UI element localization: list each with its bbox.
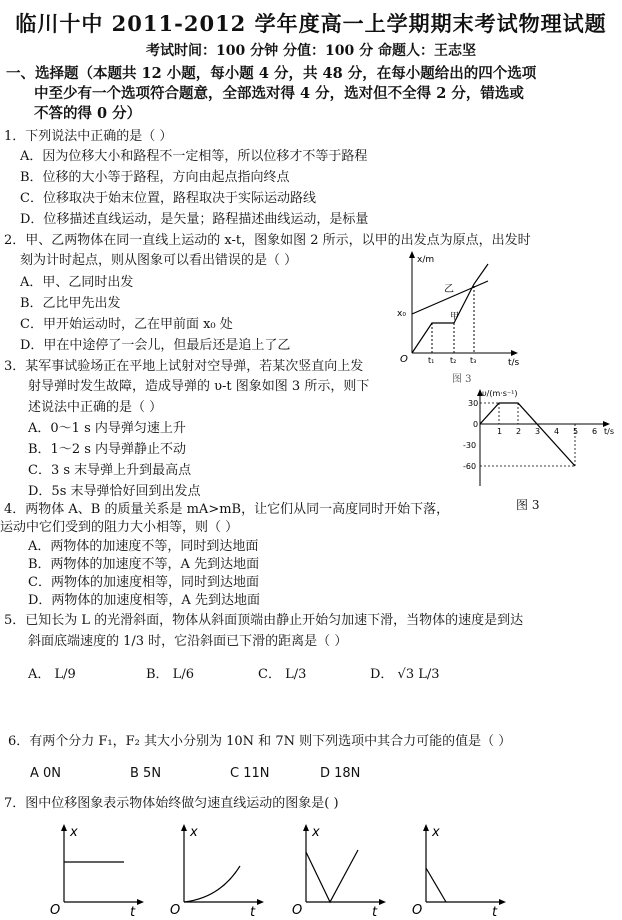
q7-graph-a (40, 822, 150, 918)
q3-x-tick-6: 6 (592, 427, 598, 436)
svg-text:O: O (170, 903, 181, 918)
q1-option-c: C．位移取决于始末位置，路程取决于实际运动路线 (20, 191, 316, 206)
q2-option-b: B．乙比甲先出发 (20, 296, 121, 311)
q3-caption-partial: 图 3 (452, 374, 472, 385)
svg-text:x: x (432, 825, 440, 840)
q3-x-axis-label: t/s (604, 427, 614, 436)
q5-option-d: D． √3 L/3 (370, 667, 440, 682)
q7-b-curve (184, 866, 240, 902)
exam-info: 考试时间：100 分钟 分值：100 分 命题人：王志坚 (146, 43, 476, 59)
q3-option-a: A．0～1 s 内导弹匀速上升 (28, 421, 186, 436)
q2-option-c: C．甲开始运动时，乙在甲前面 x₀ 处 (20, 317, 233, 332)
svg-text:O: O (292, 903, 303, 918)
q6-option-b: B 5N (130, 766, 162, 781)
q7-graph-d (402, 822, 512, 918)
q2-option-a: A．甲、乙同时出发 (20, 275, 134, 290)
svg-text:t: t (250, 905, 256, 918)
section-heading-line2: 中至少有一个选项符合题意，全部选对得 4 分，选对但不全得 2 分，错选或 (34, 85, 524, 102)
section-heading-line3: 不答的得 0 分） (34, 105, 142, 122)
q6-option-d: D 18N (320, 766, 361, 781)
q1-option-b: B．位移的大小等于路程，方向由起点指向终点 (20, 170, 290, 185)
q2-tick-t2: t₂ (450, 356, 457, 365)
svg-text:O: O (412, 903, 423, 918)
q3-stem-line1: 3．某军事试验场正在平地上试射对空导弹，若某次竖直向上发 (4, 359, 364, 374)
q2-xt-graph (392, 248, 532, 366)
svg-text:x: x (312, 825, 320, 840)
q3-caption: 图 3 (516, 498, 540, 512)
q3-option-b: B．1～2 s 内导弹静止不动 (28, 442, 187, 457)
q3-velocity-line (480, 403, 575, 466)
q7-d-line (426, 868, 446, 902)
svg-text:x: x (190, 825, 198, 840)
q5-stem-line2: 斜面底端速度的 1/3 时，它沿斜面已下滑的距离是（ ） (28, 634, 348, 649)
q4-option-a: A．两物体的加速度不等，同时到达地面 (28, 539, 259, 554)
q1-option-a: A．因为位移大小和路程不一定相等，所以位移才不等于路程 (20, 149, 368, 164)
q6-stem: 6．有两个分力 F₁，F₂ 其大小分别为 10N 和 7N 则下列选项中其合力可能的值是（ ） (8, 734, 512, 749)
q3-vt-graph (440, 386, 620, 494)
q2-x0-label: x₀ (397, 309, 406, 319)
q1-stem: 1．下列说法中正确的是（ ） (4, 129, 173, 144)
q2-stem-line1: 2．甲、乙两物体在同一直线上运动的 x-t，图象如图 2 所示，以甲的出发点为原点，出发时 (4, 233, 531, 248)
q6-option-c: C 11N (230, 766, 270, 781)
q3-ticks-group (463, 399, 597, 471)
q3-y-axis-label: υ/(m·s⁻¹) (482, 389, 518, 398)
q4-stem-line1: 4．两物体 A、B 的质量关系是 mA>mB，让它们从同一高度同时开始下落， (4, 502, 450, 517)
svg-text:t: t (130, 905, 136, 918)
q5-option-c: C． L/3 (258, 667, 307, 682)
q7-graph-b (160, 822, 270, 918)
q1-option-d: D．位移描述直线运动，是矢量；路程描述曲线运动，是标量 (20, 212, 369, 227)
q3-guides-group (480, 403, 575, 466)
q2-label-jia: 甲 (450, 312, 460, 322)
q2-y-arrow (409, 251, 415, 258)
q3-option-d: D．5s 末导弹恰好回到出发点 (28, 484, 201, 499)
q3-x-tick-1: 1 (497, 427, 503, 436)
page-title: 临川十中 2011-2012 学年度高一上学期期末考试物理试题 (15, 11, 607, 36)
q5-option-b: B． L/6 (146, 667, 194, 682)
q5-stem-line1: 5．已知长为 L 的光滑斜面，物体从斜面顶端由静止开始匀加速下滑，当物体的速度是到达 (4, 613, 524, 628)
svg-text:t: t (492, 905, 498, 918)
q3-y-tick-30: 30 (468, 399, 479, 408)
svg-text:t: t (372, 905, 378, 918)
q3-x-tick-5: 5 (573, 427, 579, 436)
q2-label-yi: 乙 (444, 284, 454, 295)
svg-text:x: x (70, 825, 78, 840)
q2-option-d: D．甲在中途停了一会儿，但最后还是追上了乙 (20, 338, 291, 353)
q7-c-line (306, 850, 358, 902)
q7-stem: 7．图中位移图象表示物体始终做匀速直线运动的图象是( ) (4, 796, 339, 811)
q3-option-c: C．3 s 末导弹上升到最高点 (28, 463, 192, 478)
q4-option-b: B．两物体的加速度不等，A 先到达地面 (28, 557, 260, 572)
q2-tick-t3: t₃ (470, 356, 477, 365)
q7-graph-c (282, 822, 392, 918)
q3-y-tick--60: -60 (463, 462, 477, 471)
q3-x-tick-4: 4 (554, 427, 560, 436)
q2-origin-label: O (400, 354, 408, 365)
q2-y-axis-label: x/m (417, 255, 435, 265)
q4-stem-line2: 运动中它们受到的阻力大小相等，则（ ） (0, 520, 239, 535)
q6-option-a: A 0N (30, 766, 62, 781)
q3-stem-line3: 述说法中正确的是（ ） (28, 400, 163, 415)
q3-x-tick-3: 3 (535, 427, 541, 436)
q3-stem-line2: 射导弹时发生故障，造成导弹的 υ-t 图象如图 3 所示，则下 (28, 379, 370, 394)
q5-option-a: A． L/9 (28, 667, 76, 682)
q2-stem-line2: 刻为计时起点，则从图象可以看出错误的是（ ） (20, 253, 298, 268)
q2-tick-t1: t₁ (428, 356, 435, 365)
q3-y-tick-0: 0 (473, 420, 479, 429)
q4-option-d: D．两物体的加速度相等，A 先到达地面 (28, 593, 260, 608)
q2-x-arrow (511, 350, 518, 356)
q3-x-tick-2: 2 (516, 427, 522, 436)
q4-option-c: C．两物体的加速度相等，同时到达地面 (28, 575, 259, 590)
q3-y-tick--30: -30 (463, 441, 477, 450)
section-heading-line1: 一、选择题（本题共 12 小题，每小题 4 分，共 48 分，在每小题给出的四个选项 (6, 65, 537, 82)
svg-text:O: O (50, 903, 61, 918)
q2-x-axis-label: t/s (508, 358, 520, 366)
